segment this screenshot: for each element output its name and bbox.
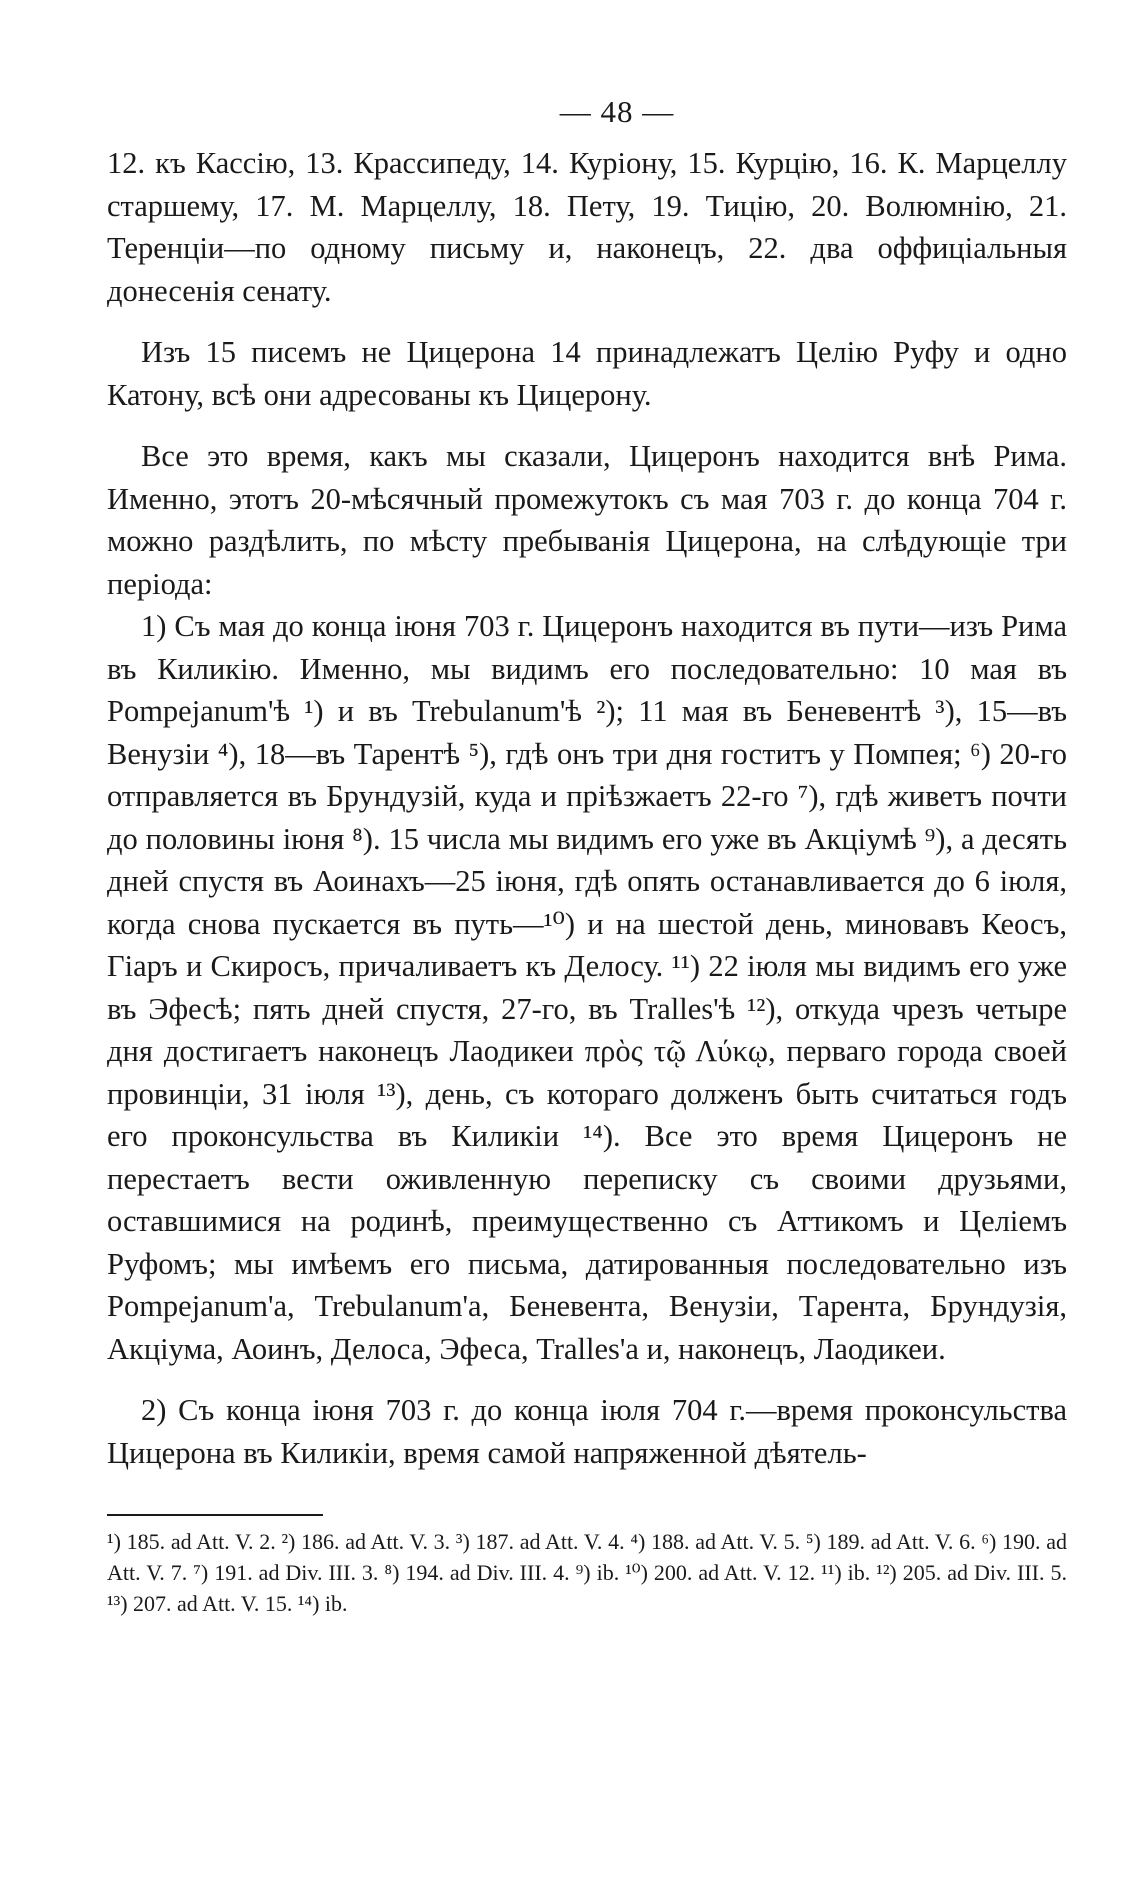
footnote-rule — [107, 1514, 323, 1516]
paragraph-4: 1) Съ мая до конца іюня 703 г. Цицеронъ находится въ пути—изъ Рима въ Киликію. Именно, мы видимъ его последовательно: 10 мая въ Pompejanum'ѣ ¹) и въ Trebulanum'ѣ ²); 11 мая въ Беневентѣ ³), 15—въ Венузіи ⁴), 18—въ Тарентѣ ⁵), гдѣ онъ три дня гоститъ у Помпея; ⁶) 20-го отправляется въ Брундузій, куда и пріѣзжаетъ 22-го ⁷), гдѣ живетъ почти до половины іюня ⁸). 15 числа мы видимъ его уже въ Акціумѣ ⁹), а десять дней спустя въ Аоинахъ—25 іюня, гдѣ опять останавливается до 6 іюля, когда снова пускается въ путь—¹⁰) и на шестой день, миновавъ Кеосъ, Гіаръ и Скиросъ, причаливаетъ къ Делосу. ¹¹) 22 іюля мы видимъ его уже въ Эфесѣ; пять дней спустя, 27-го, въ Tralles'ѣ ¹²), откуда чрезъ четыре дня достигаетъ наконецъ Лаодикеи πρὸς τῷ Λύκῳ, перваго города своей провинціи, 31 іюля ¹³), день, съ котораго долженъ быть считаться годъ его проконсульства въ Киликіи ¹⁴). Все это время Цицеронъ не перестаетъ вести оживленную переписку съ своими друзьями, оставшимися на родинѣ, преимущественно съ Аттикомъ и Целіемъ Руфомъ; мы имѣемъ его письма, датированныя последовательно изъ Pompejanum'а, Trebulanum'а, Беневента, Венузіи, Тарента, Брундузія, Акціума, Аоинъ, Делоса, Эфеса, Tralles'а и, наконецъ, Лаодикеи. — [107, 609, 1067, 1366]
footnotes: ¹) 185. ad Att. V. 2. ²) 186. ad Att. V. 3. ³) 187. ad Att. V. 4. ⁴) 188. ad Att. V. 5. ⁵) 189. ad Att. V. 6. ⁶) 190. ad Att. V. 7. ⁷) 191. ad Div. III. 3. ⁸) 194. ad Div. III. 4. ⁹) ib. ¹⁰) 200. ad Att. V. 12. ¹¹) ib. ¹²) 205. ad Div. III. 5. ¹³) 207. ad Att. V. 15. ¹⁴) ib. — [107, 1529, 1067, 1616]
page — [107, 94, 1067, 1619]
paragraph-5: 2) Съ конца іюня 703 г. до конца іюля 704 г.—время проконсульства Цицерона въ Киликіи, время самой напряженной дѣятель- — [107, 1393, 1067, 1470]
paragraph-1: 12. къ Кассію, 13. Крассипеду, 14. Куріону, 15. Курцію, 16. К. Марцеллу старшему, 17. М. Марцеллу, 18. Пету, 19. Тицію, 20. Волюмнію, 21. Теренціи—по одному письму и, наконецъ, 22. два оффиціальныя донесенія сенату. — [107, 146, 1067, 308]
paragraph-3: Все это время, какъ мы сказали, Цицеронъ находится внѣ Рима. Именно, этотъ 20-мѣсячный промежутокъ съ мая 703 г. до конца 704 г. можно раздѣлить, по мѣсту пребыванія Цицерона, на слѣдующіе три періода: — [107, 439, 1067, 601]
paragraph-gap — [107, 312, 1067, 331]
page-number: — 48 — — [559, 94, 675, 129]
paragraph-2: Изъ 15 писемъ не Цицерона 14 принадлежатъ Целію Руфу и одно Катону, всѣ они адресованы къ Цицерону. — [107, 335, 1067, 412]
paragraph-gap — [107, 1370, 1067, 1389]
paragraph-gap — [107, 416, 1067, 435]
